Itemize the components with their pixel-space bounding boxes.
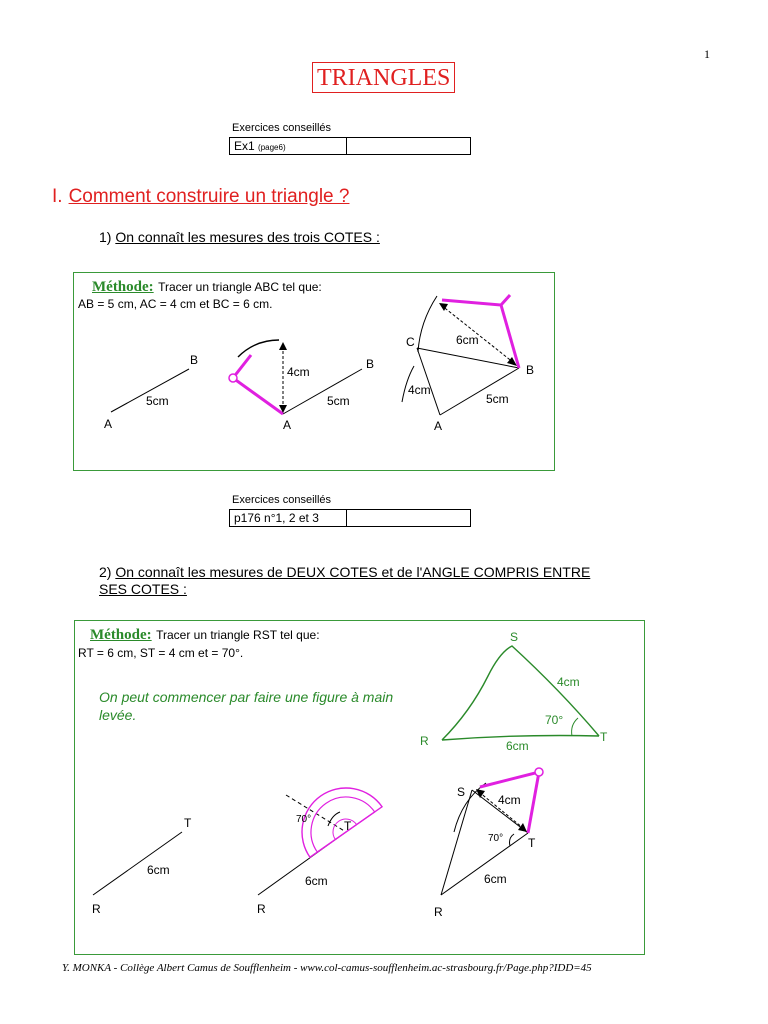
exercise-page: (page6) — [258, 143, 286, 152]
exercise-empty-cell — [347, 510, 471, 527]
subsection-text-cont: SES COTES : — [99, 581, 187, 597]
point-t-label: T — [344, 819, 352, 833]
page-title: TRIANGLES — [312, 62, 455, 93]
radius-ac-label: 4cm — [287, 365, 310, 379]
compass-legs — [442, 300, 519, 368]
length-ab-label: 5cm — [486, 392, 509, 406]
footer: Y. MONKA - Collège Albert Camus de Soufflenheim - www.col-camus-soufflenheim.ac-strasbourg.fr/Page.php?IDD=45 — [62, 962, 592, 974]
subsection-text: On connaît les mesures des trois COTES : — [115, 229, 380, 245]
point-r-label: R — [420, 734, 429, 748]
subsection-text: On connaît les mesures de DEUX COTES et de l'ANGLE COMPRIS ENTRE — [115, 564, 591, 580]
angle-label: 70° — [296, 814, 312, 825]
length-ac-label: 4cm — [408, 383, 431, 397]
point-a-label: A — [104, 417, 113, 431]
point-r-label: R — [434, 905, 443, 919]
exercise-label: Ex1 — [234, 139, 255, 153]
angle-label: 70° — [545, 713, 564, 727]
angle-label: 70° — [488, 833, 504, 844]
method-box-2 — [74, 620, 645, 955]
point-r-label: R — [92, 902, 101, 916]
point-a-label: A — [283, 418, 292, 432]
point-b-label: B — [366, 357, 375, 371]
point-a-label: A — [434, 419, 443, 433]
point-s-label: S — [510, 630, 519, 644]
exercises-table — [229, 509, 471, 527]
length-st-label: 4cm — [557, 675, 580, 689]
point-b-label: B — [190, 353, 199, 367]
length-ab-label: 5cm — [146, 394, 169, 408]
page-number: 1 — [704, 47, 710, 61]
length-bc-label: 6cm — [456, 333, 479, 347]
length-ab-label: 5cm — [327, 394, 350, 408]
point-r-label: R — [257, 902, 266, 916]
point-c-label: C — [406, 335, 415, 349]
length-rt-label: 6cm — [305, 874, 328, 888]
section-number: I. — [52, 186, 63, 207]
exercises-caption: Exercices conseillés — [232, 494, 332, 506]
segment-ca — [417, 348, 440, 415]
subsection-2 — [99, 564, 659, 598]
exercises-caption: Exercices conseillés — [232, 122, 332, 134]
exercise-cell: p176 n°1, 2 et 3 — [230, 510, 347, 527]
arrowhead-icon — [279, 342, 287, 350]
method-2-measures: RT = 6 cm, ST = 4 cm et = 70°. — [78, 646, 244, 660]
point-s-label: S — [457, 785, 466, 799]
compass-arc — [238, 340, 279, 357]
point-t-label: T — [600, 730, 608, 744]
method-instruction: Tracer un triangle RST tel que: — [156, 628, 320, 642]
subsection-number: 1) — [99, 229, 112, 245]
compass-legs — [233, 355, 283, 414]
point-t-label: T — [184, 816, 192, 830]
compass-pivot-icon — [229, 374, 237, 382]
method-2-label-line — [90, 626, 320, 644]
section-title: Comment construire un triangle ? — [68, 186, 350, 207]
compass-handle — [501, 295, 510, 305]
length-rt-label: 6cm — [506, 739, 529, 753]
segment-cb — [417, 348, 519, 368]
freehand-note: On peut commencer par faire une figure à main levée. — [99, 689, 394, 723]
point-b-label: B — [526, 363, 535, 377]
point-t-label: T — [528, 836, 536, 850]
length-st-label: 4cm — [498, 793, 521, 807]
length-rt-label: 6cm — [484, 872, 507, 886]
method-label: Méthode: — [92, 279, 154, 295]
method-1-measures: AB = 5 cm, AC = 4 cm et BC = 6 cm. — [78, 297, 273, 311]
arc-from-b — [418, 296, 437, 352]
method-label: Méthode: — [90, 627, 152, 643]
method-instruction: Tracer un triangle ABC tel que: — [158, 280, 322, 294]
length-rt-label: 6cm — [147, 863, 170, 877]
subsection-number: 2) — [99, 564, 112, 580]
